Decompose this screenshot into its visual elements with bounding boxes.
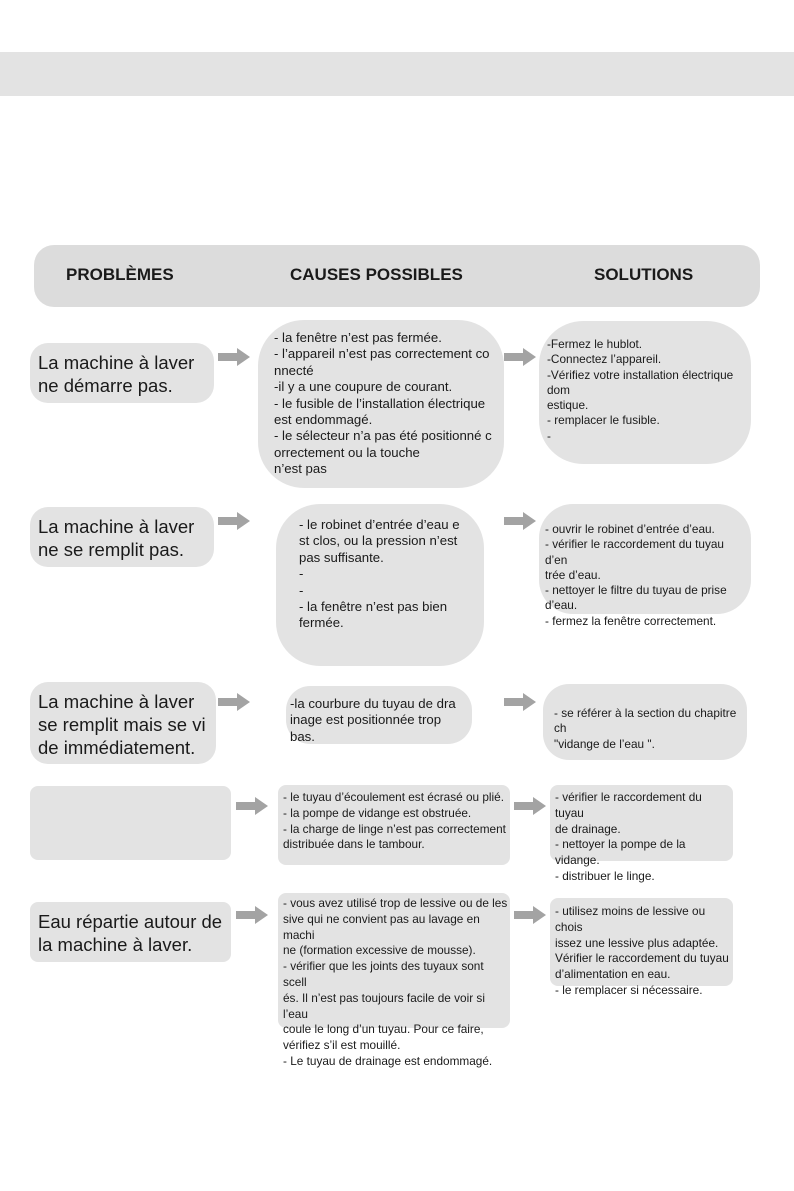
solution-line: - (547, 428, 551, 443)
solution-line: - vérifier le raccordement du tuyau (555, 790, 706, 820)
problem-box-1: La machine à laver ne démarre pas. (30, 343, 214, 403)
solution-line: Vérifier le raccordement du tuyau (555, 951, 729, 966)
cause-line: st clos, ou la pression n’est (299, 533, 458, 549)
arrow-right-icon (218, 348, 252, 366)
solution-line: - nettoyer le filtre du tuyau de prise d’eau. (545, 583, 730, 613)
cause-line: distribuée dans le tambour. (283, 837, 425, 852)
cause-line: - (299, 566, 304, 582)
solutions-box-4 (550, 785, 733, 883)
problem-box-4 (30, 786, 231, 860)
arrow-right-icon (236, 906, 270, 924)
solutions-box-1 (539, 321, 751, 464)
cause-line: - la pompe de vidange est obstruée. (283, 805, 472, 820)
arrow-right-icon (504, 348, 538, 366)
solution-line: -Fermez le hublot. (547, 337, 643, 351)
problem-box-2: La machine à laver ne se remplit pas. (30, 507, 214, 567)
cause-line: - le sélecteur n’a pas été positionné c (274, 428, 492, 444)
cause-line: - Le tuyau de drainage est endommagé. (283, 1053, 493, 1068)
cause-line: - la charge de linge n’est pas correctement (283, 821, 506, 836)
cause-line: - le fusible de l’installation électrique (274, 395, 486, 411)
cause-line: - le tuyau d’écoulement est écrasé ou plié. (283, 790, 504, 804)
causes-box-2 (276, 504, 484, 666)
cause-line: fermée. (299, 615, 344, 631)
cause-line: - vérifier que les joints des tuyaux sont scell (283, 959, 487, 989)
cause-line: coule le long d’un tuyau. Pour ce faire, (283, 1022, 484, 1037)
arrow-right-icon (514, 906, 548, 924)
cause-line: est endommagé. (274, 412, 373, 428)
header-causes: CAUSES POSSIBLES (290, 265, 463, 284)
arrow-right-icon (514, 797, 548, 815)
arrow-right-icon (504, 693, 538, 711)
arrow-right-icon (236, 797, 270, 815)
cause-line: - la fenêtre n’est pas fermée. (274, 330, 442, 345)
cause-line: pas suffisante. (299, 549, 384, 565)
solution-line: - utilisez moins de lessive ou chois (555, 904, 709, 934)
causes-box-5 (278, 893, 510, 1068)
cause-line: -la courbure du tuyau de dra (290, 696, 456, 711)
cause-line: -il y a une coupure de courant. (274, 379, 453, 395)
solution-line: estique. (547, 398, 589, 413)
cause-line: - le robinet d’entrée d’eau e (299, 517, 460, 532)
solution-line: issez une lessive plus adaptée. (555, 935, 719, 950)
causes-box-3 (286, 686, 472, 744)
cause-line: - vous avez utilisé trop de lessive ou de les (283, 896, 508, 910)
solution-line: de drainage. (555, 821, 621, 836)
solution-line: "vidange de l’eau ". (554, 736, 655, 751)
cause-line: sive qui ne convient pas au lavage en machi (283, 911, 484, 942)
solution-line: - fermez la fenêtre correctement. (545, 613, 717, 628)
cause-line: orrectement ou la touche (274, 444, 420, 460)
solution-line: - ouvrir le robinet d’entrée d’eau. (545, 522, 715, 536)
arrow-right-icon (218, 693, 252, 711)
cause-line: vérifiez s’il est mouillé. (283, 1038, 401, 1053)
cause-line: n’est pas (274, 461, 327, 477)
table-header (34, 245, 760, 307)
solution-line: - le remplacer si nécessaire. (555, 982, 703, 997)
causes-box-1 (258, 320, 504, 488)
solution-line: - se référer à la section du chapitre ch (554, 706, 740, 736)
problem-box-5: Eau répartie autour de la machine à laver. (30, 902, 231, 962)
cause-line: - l’appareil n’est pas correctement co (274, 346, 490, 362)
cause-line: nnecté (274, 362, 314, 378)
solutions-box-5 (550, 898, 733, 997)
cause-line: - la fenêtre n’est pas bien (299, 599, 448, 615)
solution-line: -Connectez l’appareil. (547, 352, 662, 367)
solutions-box-2 (539, 504, 751, 628)
solution-line: -Vérifiez votre installation électrique dom (547, 367, 737, 397)
solution-line: - distribuer le linge. (555, 868, 655, 883)
arrow-right-icon (504, 512, 538, 530)
solution-line: trée d’eau. (545, 567, 601, 582)
top-band (0, 52, 794, 96)
header-problems: PROBLÈMES (66, 265, 174, 284)
solution-line: d’alimentation en eau. (555, 967, 671, 982)
arrow-right-icon (218, 512, 252, 530)
cause-line: inage est positionnée trop bas. (290, 712, 445, 744)
solutions-box-3 (543, 684, 747, 760)
solution-line: - remplacer le fusible. (547, 413, 660, 428)
problem-box-3: La machine à laver se remplit mais se vide immédiatement. (30, 682, 216, 764)
cause-line: ne (formation excessive de mousse). (283, 943, 476, 958)
solution-line: - vérifier le raccordement du tuyau d’en (545, 537, 728, 567)
cause-line: és. Il n’est pas toujours facile de voir si l’eau (283, 990, 489, 1021)
causes-box-4 (278, 785, 510, 865)
header-solutions: SOLUTIONS (594, 265, 694, 284)
solution-line: - nettoyer la pompe de la vidange. (555, 837, 689, 868)
cause-line: - (299, 582, 304, 598)
